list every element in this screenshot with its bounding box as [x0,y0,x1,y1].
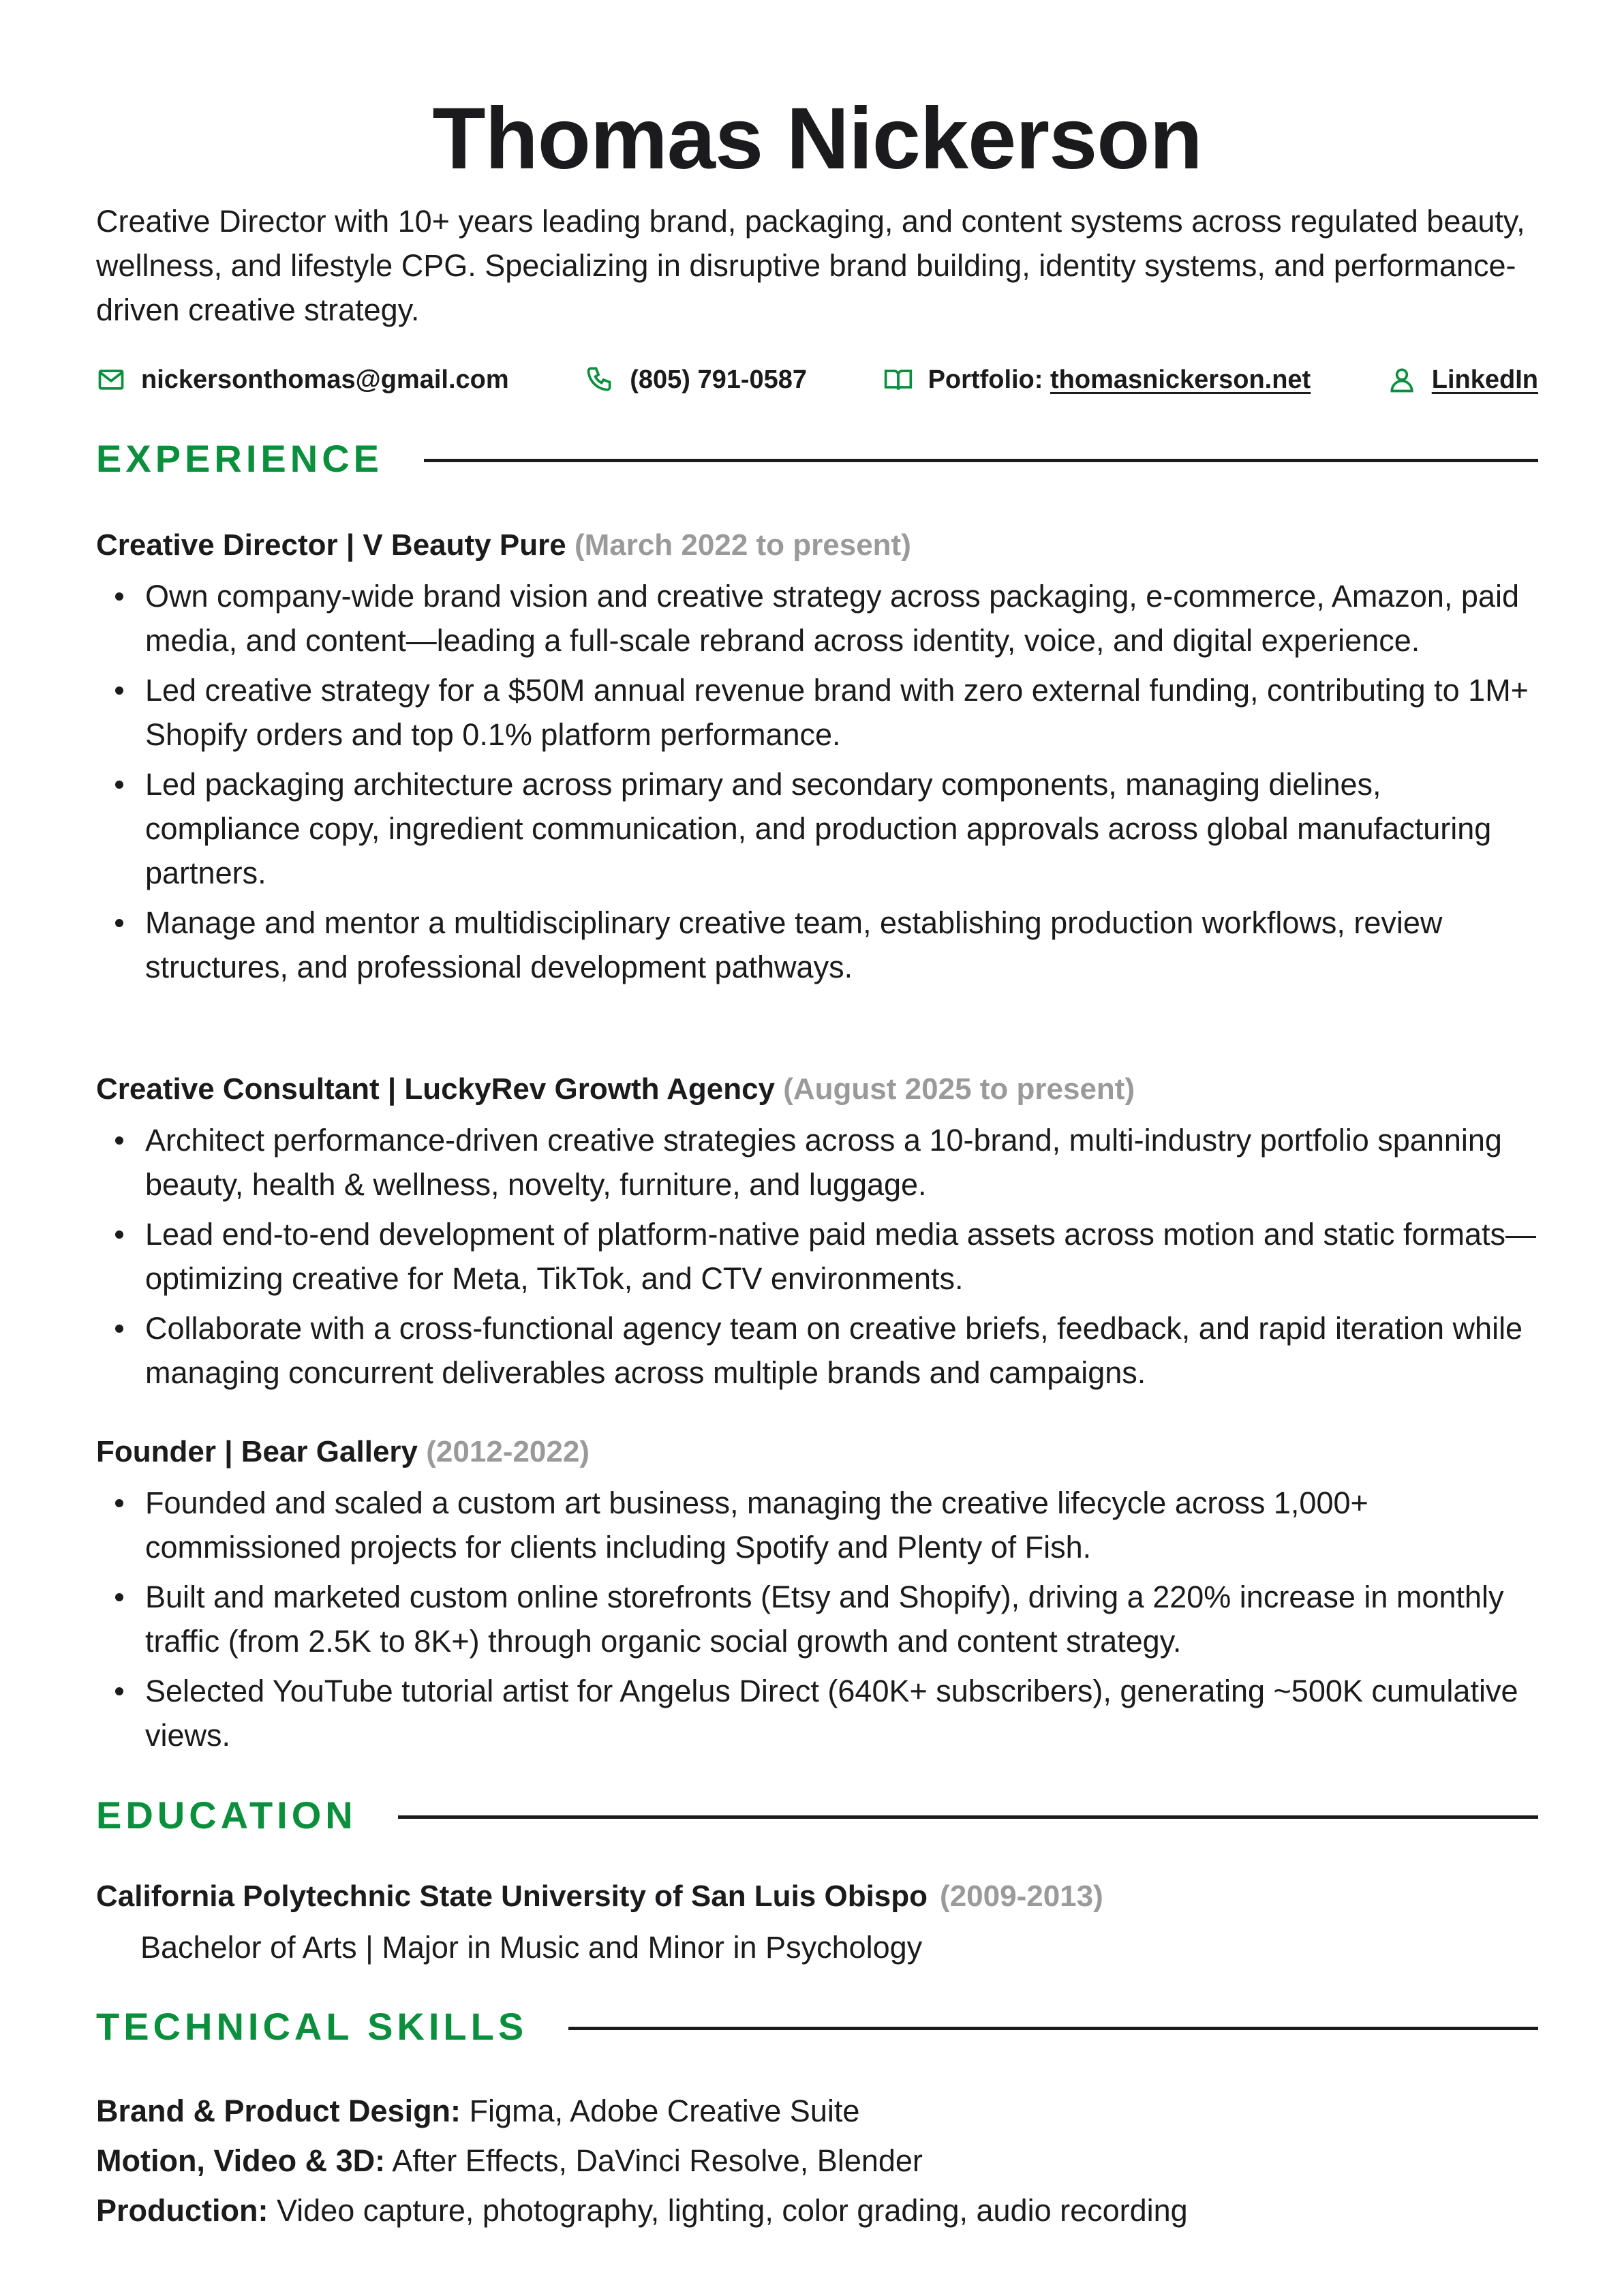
bullet: Architect performance-driven creative strategies across a 10-brand, multi-industry portfolio spanning beauty, health & wellness, novelty, furniture, and luggage. [96,1118,1538,1207]
skill-value: Video capture, photography, lighting, color grading, audio recording [276,2193,1188,2228]
skill-row [96,2136,1538,2186]
job-entry [96,1069,1538,1400]
bullet: Built and marketed custom online storefronts (Etsy and Shopify), driving a 220% increase in monthly traffic (from 2.5K to 8K+) through organic social growth and content strategy. [96,1575,1538,1663]
school-name: California Polytechnic State University of San Luis Obispo [96,1879,928,1913]
divider [568,2027,1538,2030]
section-title: EXPERIENCE [96,437,383,480]
contact-email [96,365,509,395]
bullet: Lead end-to-end development of platform-native paid media assets across motion and static formats—optimizing creative for Meta, TikTok, and CTV environments. [96,1212,1538,1301]
contact-row [96,365,1538,395]
portfolio-link[interactable]: thomasnickerson.net [1050,365,1311,394]
bullet: Manage and mentor a multidisciplinary creative team, establishing production workflows, review structures, and professional development pathways. [96,901,1538,989]
skills-heading [96,2004,1538,2049]
bullet: Led creative strategy for a $50M annual revenue brand with zero external funding, contributing to 1M+ Shopify orders and top 0.1% platform performance. [96,668,1538,757]
portfolio-label: Portfolio: [928,365,1043,394]
bullet: Own company-wide brand vision and creative strategy across packaging, e-commerce, Amazon, paid media, and content—leading a full-scale rebrand across identity, voice, and digital experience. [96,574,1538,663]
section-title: EDUCATION [96,1794,357,1837]
skill-label: Brand & Product Design: [96,2094,461,2128]
phone-text[interactable]: (805) 791-0587 [630,365,808,394]
skill-row [96,2186,1538,2235]
divider [424,459,1538,462]
skill-value: Figma, Adobe Creative Suite [469,2094,860,2128]
user-icon [1387,365,1417,395]
bullet: Selected YouTube tutorial artist for Angelus Direct (640K+ subscribers), generating ~500K cumulative views. [96,1669,1538,1757]
job-title: Creative Consultant | LuckyRev Growth Agency [96,1072,776,1106]
experience-heading [96,436,1538,481]
linkedin-link[interactable]: LinkedIn [1431,365,1538,394]
job-entry [96,1432,1538,1763]
job-entry [96,525,1538,995]
skills-list [96,2086,1538,2235]
bullet: Founded and scaled a custom art business, managing the creative lifecycle across 1,000+ commissioned projects for clients including Spotify and Plenty of Fish. [96,1481,1538,1569]
job-title: Founder | Bear Gallery [96,1435,418,1468]
skill-label: Motion, Video & 3D: [96,2143,386,2178]
skill-row [96,2086,1538,2136]
bullet: Led packaging architecture across primary and secondary components, managing dielines, compliance copy, ingredient communication, and production approvals across global manufacturing partners. [96,762,1538,895]
contact-phone [585,365,807,395]
education-heading [96,1793,1538,1837]
education-dates: (2009-2013) [940,1879,1103,1913]
skill-label: Production: [96,2193,269,2228]
job-title: Creative Director | V Beauty Pure [96,528,566,562]
job-dates: (2012-2022) [426,1435,590,1468]
email-text[interactable]: nickersonthomas@gmail.com [141,365,509,394]
mail-icon [96,365,126,395]
contact-portfolio [883,365,1311,395]
contact-linkedin [1387,365,1538,395]
divider [398,1815,1538,1819]
job-dates: (August 2025 to present) [783,1072,1135,1106]
candidate-name: Thomas Nickerson [432,90,1202,187]
skill-value: After Effects, DaVinci Resolve, Blender [392,2143,923,2178]
book-open-icon [883,365,913,395]
phone-icon [585,365,615,395]
section-title: TECHNICAL SKILLS [96,2005,528,2048]
bullet: Collaborate with a cross-functional agency team on creative briefs, feedback, and rapid iteration while managing concurrent deliverables across multiple brands and campaigns. [96,1306,1538,1395]
job-dates: (March 2022 to present) [574,528,911,562]
degree: Bachelor of Arts | Major in Music and Minor in Psychology [140,1930,923,1965]
education-entry [96,1876,1538,1969]
summary: Creative Director with 10+ years leading brand, packaging, and content systems across regulated beauty, wellness, and lifestyle CPG. Specializing in disruptive brand building, identity systems, and performance-driven creative strategy. [96,204,1525,327]
